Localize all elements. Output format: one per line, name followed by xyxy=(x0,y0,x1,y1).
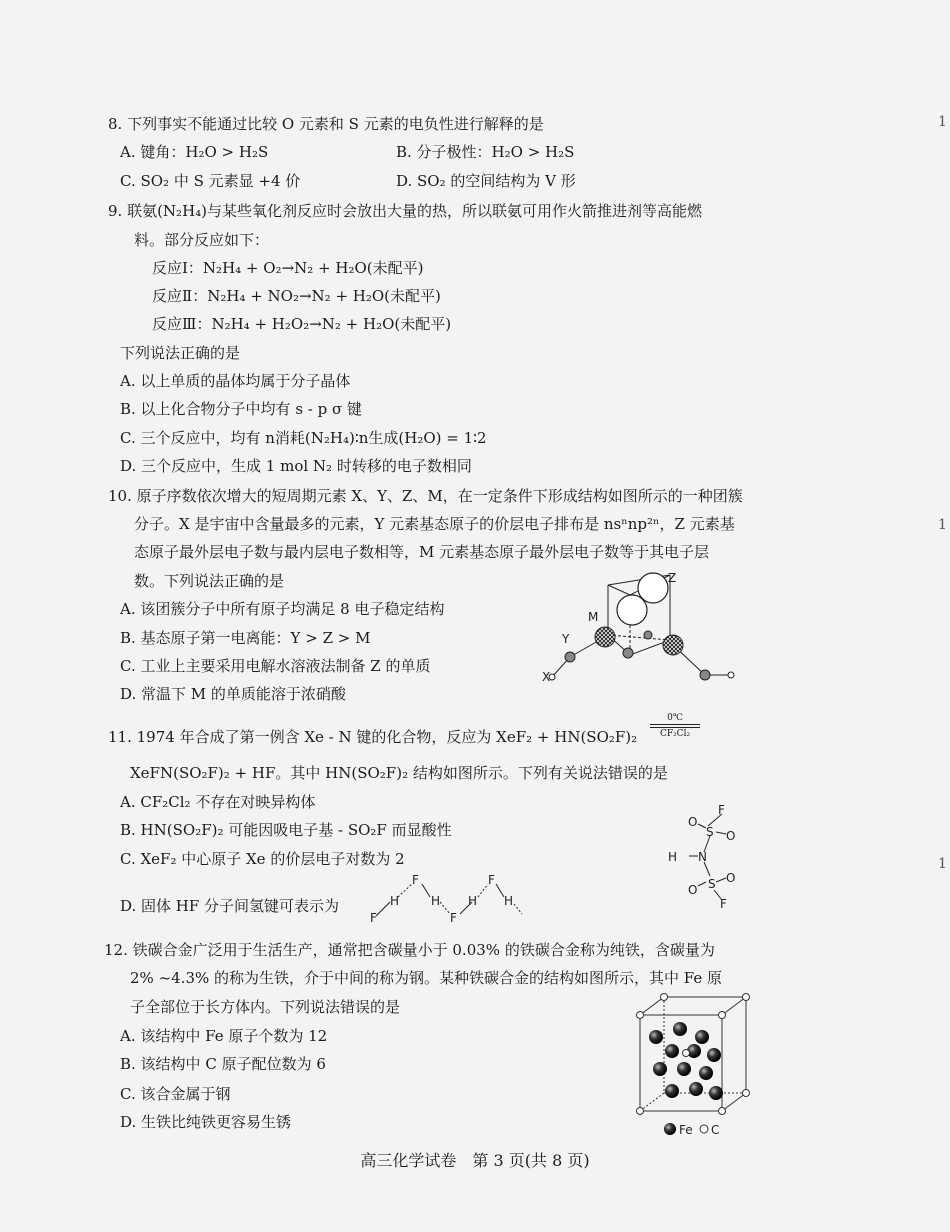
q10-option-c: C. 工业上主要采用电解水溶液法制备 Z 的单质 xyxy=(120,657,431,675)
q8-option-b: B. 分子极性：H₂O > H₂S xyxy=(396,143,575,161)
q11-option-d: D. 固体 HF 分子间氢键可表示为 xyxy=(120,897,340,915)
q11-stem-line2: XeFN(SO₂F)₂ + HF。其中 HN(SO₂F)₂ 结构如图所示。下列有关说法错误的是 xyxy=(130,764,668,782)
edge-mark-3: 1 xyxy=(938,856,947,872)
x-atom-right xyxy=(728,672,734,678)
q12-option-b: B. 该结构中 C 原子配位数为 6 xyxy=(120,1055,326,1073)
q10-option-a: A. 该团簇分子中所有原子均满足 8 电子稳定结构 xyxy=(120,600,445,618)
q8-option-a: A. 键角：H₂O > H₂S xyxy=(120,143,269,161)
struct-f-top: F xyxy=(718,803,725,817)
q12-stem-line2: 2% ~4.3% 的称为生铁，介于中间的称为钢。某种铁碳合金的结构如图所示，其中 Fe 原 xyxy=(130,969,723,987)
q9-stem-line1: 9. 联氨(N₂H₄)与某些氧化剂反应时会放出大量的热，所以联氨可用作火箭推进剂等高能燃 xyxy=(108,202,703,220)
fig-label-z: Z xyxy=(668,571,677,585)
q8-option-c: C. SO₂ 中 S 元素显 +4 价 xyxy=(120,172,301,190)
legend-c-icon xyxy=(700,1125,708,1133)
struct-o-bottom-right: O xyxy=(726,871,736,885)
q10-stem-line3: 态原子最外层电子数与最内层电子数相等，M 元素基态原子最外层电子数等于其电子层 xyxy=(134,543,710,561)
edge-mark-1: 1 xyxy=(938,114,947,130)
q9-reaction-1: 反应Ⅰ：N₂H₄ + O₂→N₂ + H₂O(未配平) xyxy=(152,259,424,277)
q9-stem-line2: 料。部分反应如下： xyxy=(134,231,270,249)
hf-f-2: F xyxy=(412,873,419,887)
q11-reaction-condition xyxy=(650,712,700,740)
q9-option-c: C. 三个反应中，均有 n消耗(N₂H₄)∶n生成(H₂O) = 1∶2 xyxy=(120,429,487,447)
q10-option-d: D. 常温下 M 的单质能溶于浓硝酸 xyxy=(120,685,346,703)
y-atom-bottom xyxy=(623,648,633,658)
q11-option-a: A. CF₂Cl₂ 不存在对映异构体 xyxy=(120,793,316,811)
q9-option-a: A. 以上单质的晶体均属于分子晶体 xyxy=(120,372,351,390)
q10-cluster-figure xyxy=(540,565,740,690)
q12-option-d: D. 生铁比纯铁更容易生锈 xyxy=(120,1113,292,1131)
q8-option-d: D. SO₂ 的空间结构为 V 形 xyxy=(396,172,576,190)
hf-f-4: F xyxy=(488,873,495,887)
hf-h-1: H xyxy=(390,894,400,908)
q9-option-d: D. 三个反应中，生成 1 mol N₂ 时转移的电子数相同 xyxy=(120,457,472,475)
q9-prompt: 下列说法正确的是 xyxy=(120,344,241,362)
q10-stem-line2: 分子。X 是宇宙中含量最多的元素，Y 元素基态原子的价层电子排布是 nsⁿnp²ⁿ，Z 元素基 xyxy=(134,515,735,533)
fig-label-x: X xyxy=(542,670,551,684)
struct-s-bottom: S xyxy=(708,877,716,891)
m-atom-left xyxy=(595,627,615,647)
hf-h-4: H xyxy=(504,894,514,908)
q11-option-c: C. XeF₂ 中心原子 Xe 的价层电子对数为 2 xyxy=(120,850,405,868)
q8-stem: 8. 下列事实不能通过比较 O 元素和 S 元素的电负性进行解释的是 xyxy=(108,115,544,133)
hf-f-3: F xyxy=(450,911,457,925)
hf-f-1: F xyxy=(370,911,377,925)
hf-h-3: H xyxy=(468,894,478,908)
struct-o-top-right: O xyxy=(726,829,736,843)
q11-option-b: B. HN(SO₂F)₂ 可能因吸电子基 - SO₂F 而显酸性 xyxy=(120,821,452,839)
fe-atoms xyxy=(649,1022,723,1100)
q9-option-b: B. 以上化合物分子中均有 s - p σ 键 xyxy=(120,400,363,418)
legend-c-label: C xyxy=(711,1123,720,1137)
struct-o-bottom-left: O xyxy=(688,883,698,897)
struct-o-top-left: O xyxy=(688,815,698,829)
q12-option-a: A. 该结构中 Fe 原子个数为 12 xyxy=(120,1027,328,1045)
hn-so2f2-structure xyxy=(664,800,764,910)
struct-s-top: S xyxy=(706,825,714,839)
fe-c-structure-figure xyxy=(636,993,756,1143)
legend-fe-icon xyxy=(664,1123,676,1135)
legend-fe-label: Fe xyxy=(679,1123,693,1137)
hf-h-2: H xyxy=(431,894,441,908)
q12-stem-line1: 12. 铁碳合金广泛用于生活生产，通常把含碳量小于 0.03% 的铁碳合金称为纯铁，含碳量为 xyxy=(104,941,715,959)
z-atom-front xyxy=(617,595,647,625)
q10-stem-line1: 10. 原子序数依次增大的短周期元素 X、Y、Z、M，在一定条件下形成结构如图所示的一种团簇 xyxy=(108,487,743,505)
q10-option-b: B. 基态原子第一电离能：Y > Z > M xyxy=(120,629,371,647)
q11-condition-top: 0℃ xyxy=(667,713,683,723)
q10-stem-line4: 数。下列说法正确的是 xyxy=(134,572,285,590)
q11-stem-line1: 11. 1974 年合成了第一例含 Xe - N 键的化合物，反应为 XeF₂ + HN(SO₂F)₂ xyxy=(108,728,638,746)
struct-n: N xyxy=(698,850,707,864)
q12-option-c: C. 该合金属于钢 xyxy=(120,1085,231,1103)
y-atom-right xyxy=(700,670,710,680)
hf-hbond-chain xyxy=(368,872,528,925)
edge-mark-2: 1 xyxy=(938,517,947,533)
y-atom-left xyxy=(565,652,575,662)
q12-stem-line3: 子全部位于长方体内。下列说法错误的是 xyxy=(130,998,401,1016)
q9-reaction-2: 反应Ⅱ：N₂H₄ + NO₂→N₂ + H₂O(未配平) xyxy=(152,287,441,305)
struct-h: H xyxy=(668,850,678,864)
y-atom-inner xyxy=(644,631,652,639)
q9-reaction-3: 反应Ⅲ：N₂H₄ + H₂O₂→N₂ + H₂O(未配平) xyxy=(152,315,452,333)
m-atom-right xyxy=(663,635,683,655)
page-footer: 高三化学试卷 第 3 页(共 8 页) xyxy=(360,1151,590,1170)
fig-label-m: M xyxy=(588,610,599,624)
struct-f-bottom: F xyxy=(720,897,727,911)
fig-label-y: Y xyxy=(562,632,570,646)
q11-condition-bottom: CF₂Cl₂ xyxy=(659,729,691,739)
